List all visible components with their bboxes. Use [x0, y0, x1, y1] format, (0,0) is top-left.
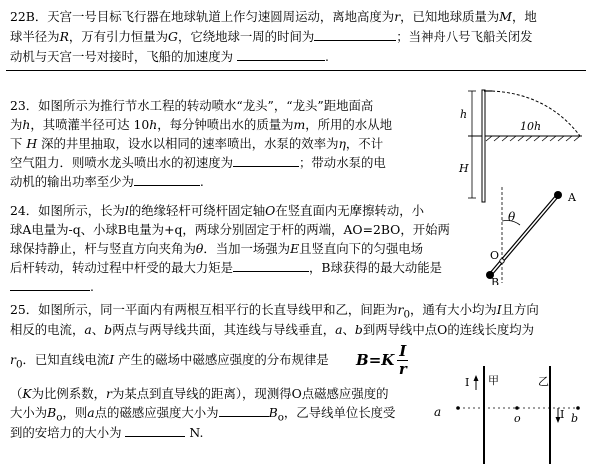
q24-line-4: 后杆转动，转动过程中杆受的最大力矩是 ，B球获得的最大动能是	[10, 260, 443, 275]
q22b-line-3: 动机与天宫一号对接时，飞船的加速度为 .	[10, 49, 329, 64]
q25-line-2: 相反的电流，a、b两点与两导线共面，其连线与导线垂直，a、b到两导线中点O的连线长度均为	[10, 322, 535, 337]
q25-wires-figure	[428, 362, 590, 466]
label-range: 10h	[520, 120, 542, 133]
label-o: O	[490, 249, 500, 262]
q24-energy-blank[interactable]	[10, 279, 90, 291]
q22b-line-1: 22B．天宫一号目标飞行器在地球轨道上作匀速圆周运动，离地高度为r，已知地球质量为M，地	[10, 9, 537, 24]
q24-line-2: 球A电量为-q、小球B电量为+q，两球分别固定于杆的两端，AO=2BO，开始两	[10, 222, 450, 237]
label-a: a	[434, 405, 442, 419]
formula-fraction: I r	[398, 341, 407, 378]
label-theta: θ	[508, 210, 516, 224]
label-yi: 乙	[538, 375, 549, 388]
q25-field-blank[interactable]	[219, 405, 269, 417]
q22b-acceleration-blank[interactable]	[237, 49, 325, 61]
q24-torque-blank[interactable]	[233, 260, 309, 272]
q23-power-blank[interactable]	[134, 174, 200, 186]
q24-line-3: 球保持静止，杆与竖直方向夹角为θ．当加一场强为E且竖直向下的匀强电场	[10, 241, 424, 256]
q23-line-1: 23．如图所示为推行节水工程的转动喷水“龙头”，“龙头”距地面高	[10, 98, 374, 113]
q23-line-2: 为h，其喷灌半径可达 10h，每分钟喷出水的质量为m，所用的水从地	[10, 117, 392, 132]
label-b: B	[491, 276, 500, 285]
point-a	[456, 406, 460, 410]
label-b: b	[571, 412, 579, 425]
q23-line-5: 动机的输出功率至少为 .	[10, 174, 204, 189]
divider-rule	[6, 70, 586, 71]
q22b-period-blank[interactable]	[314, 29, 396, 41]
q25-line-4: （K为比例系数，r为某点到直导线的距离），现测得O点磁感应强度的	[10, 386, 389, 401]
q24-line-1: 24．如图所示，长为l的绝缘轻杆可绕杆固定轴O在竖直面内无摩擦转动，小	[10, 203, 425, 218]
point-o	[515, 406, 519, 410]
label-jia: 甲	[488, 374, 499, 387]
label-current-jia: I	[465, 376, 470, 389]
ground-hatch	[486, 136, 580, 141]
field-formula: B = K I r	[356, 341, 407, 378]
pivot-o	[500, 259, 504, 263]
q25-line-1: 25．如图所示，同一平面内有两根互相平行的长直导线甲和乙，间距为$r_0$，通有大小均为I且方向	[10, 302, 539, 321]
q25-force-blank[interactable]	[125, 425, 185, 437]
q23-line-4: 空气阻力．则喷水龙头喷出水的初速度为 ；带动水泵的电	[10, 155, 386, 170]
q25-line-6: 到的安培力的大小为 N.	[10, 425, 204, 440]
label-h: h	[460, 108, 468, 121]
q24-rod-figure	[470, 185, 590, 285]
q24-line-5: .	[10, 279, 94, 295]
label-H: H	[459, 162, 469, 175]
label-a: A	[568, 191, 576, 204]
label-current-yi: I	[560, 408, 565, 421]
q23-velocity-blank[interactable]	[233, 155, 299, 167]
q23-line-3: 下 H 深的井里抽取，设水以相同的速率喷出，水泵的效率为η，不计	[10, 136, 384, 151]
ball-a	[554, 191, 562, 199]
q25-line-5: 大小为$B_o$，则a点的磁感应强度大小为 $B_o$，乙导线单位长度受	[10, 405, 396, 424]
q25-line-3: $r_0$．已知直线电流I 产生的磁场中磁感应强度的分布规律是	[10, 352, 329, 371]
q22b-line-2: 球半径为R，万有引力恒量为G，它绕地球一周的时间为 ；当神舟八号飞船关闭发	[10, 29, 533, 44]
point-b	[576, 406, 580, 410]
label-o: o	[514, 412, 521, 425]
